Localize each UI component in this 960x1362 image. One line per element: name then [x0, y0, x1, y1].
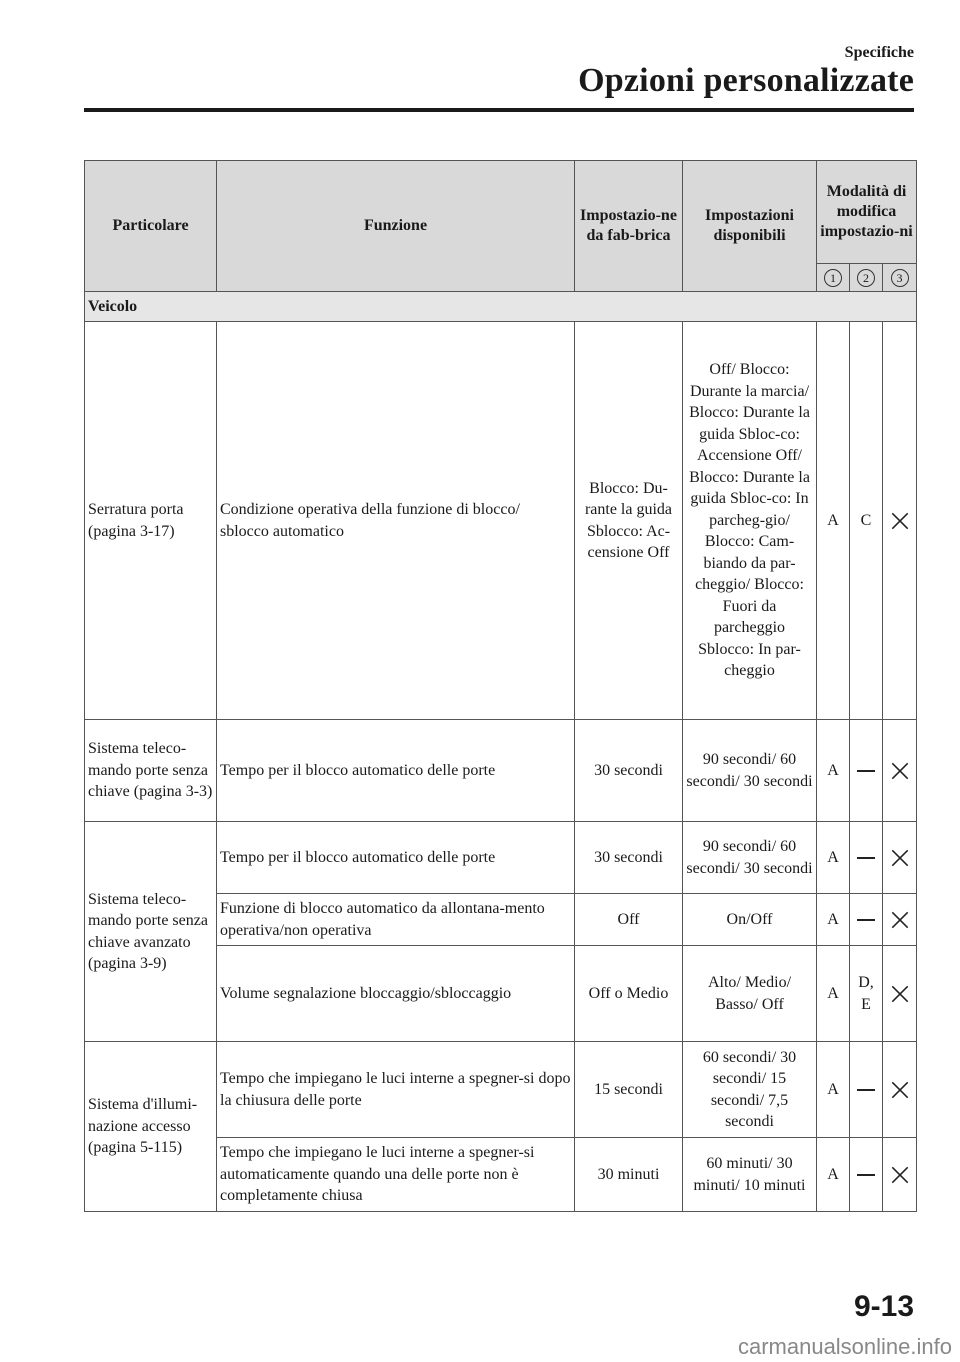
cell-mode-1: A — [817, 322, 850, 720]
dash-icon — [857, 857, 875, 859]
cell-fabbrica: 30 minuti — [575, 1138, 683, 1212]
header-funzione: Funzione — [217, 161, 575, 292]
header-rule — [84, 108, 914, 112]
cross-icon — [889, 1079, 911, 1101]
cell-mode-3 — [883, 1042, 917, 1138]
cell-disponibili: Off/ Blocco: Durante la marcia/ Blocco: Durante la guida Sbloc-co: Accensione Off/ Blocco: Durante la guida Sbloc-co: In parcheg-gio/ Blocco: Cam-biando da par-cheggio/ Blocco: Fuori da parcheggio Sblocco: In par-cheggio — [683, 322, 817, 720]
dash-icon — [857, 770, 875, 772]
cell-disponibili: 90 secondi/ 60 secondi/ 30 secondi — [683, 822, 817, 894]
cell-mode-1: A — [817, 894, 850, 946]
mode-label-3: 3 — [883, 264, 917, 292]
cell-fabbrica: Off — [575, 894, 683, 946]
cell-disponibili: 60 secondi/ 30 secondi/ 15 secondi/ 7,5 secondi — [683, 1042, 817, 1138]
cell-funzione: Condizione operativa della funzione di blocco/ sblocco automatico — [217, 322, 575, 720]
cell-mode-3 — [883, 822, 917, 894]
cell-mode-3 — [883, 946, 917, 1042]
table-row — [85, 822, 917, 894]
cross-icon — [889, 909, 911, 931]
cell-mode-2: C — [850, 322, 883, 720]
mode-label-2: 2 — [850, 264, 883, 292]
cell-mode-2 — [850, 1042, 883, 1138]
table-row — [85, 720, 917, 822]
cell-fabbrica: 30 secondi — [575, 822, 683, 894]
cell-disponibili: 60 minuti/ 30 minuti/ 10 minuti — [683, 1138, 817, 1212]
cell-funzione: Tempo per il blocco automatico delle porte — [217, 720, 575, 822]
dash-icon — [857, 1174, 875, 1176]
cell-funzione: Tempo che impiegano le luci interne a spegner-si automaticamente quando una delle porte non è completamente chiusa — [217, 1138, 575, 1212]
custom-options-table — [84, 160, 917, 1212]
cell-mode-2 — [850, 894, 883, 946]
cell-mode-1: A — [817, 946, 850, 1042]
cell-particolare: Serratura porta (pagina 3-17) — [85, 322, 217, 720]
cell-funzione: Tempo che impiegano le luci interne a spegner-si dopo la chiusura delle porte — [217, 1042, 575, 1138]
mode-label-1: 1 — [817, 264, 850, 292]
cell-mode-2: D, E — [850, 946, 883, 1042]
cell-funzione: Tempo per il blocco automatico delle porte — [217, 822, 575, 894]
header-impostazione-fabbrica: Impostazio-ne da fab-brica — [575, 161, 683, 292]
page-title: Opzioni personalizzate — [578, 62, 914, 99]
cell-mode-2 — [850, 822, 883, 894]
header-particolare: Particolare — [85, 161, 217, 292]
cross-icon — [889, 760, 911, 782]
cell-fabbrica: 15 secondi — [575, 1042, 683, 1138]
cell-disponibili: On/Off — [683, 894, 817, 946]
section-label: Specifiche — [844, 44, 914, 61]
cell-funzione: Funzione di blocco automatico da allontana-mento operativa/non operativa — [217, 894, 575, 946]
cross-icon — [889, 847, 911, 869]
cell-particolare: Sistema teleco-mando porte senza chiave avanzato (pagina 3-9) — [85, 822, 217, 1042]
cell-mode-1: A — [817, 1042, 850, 1138]
cell-mode-1: A — [817, 1138, 850, 1212]
cell-fabbrica: 30 secondi — [575, 720, 683, 822]
cell-funzione: Volume segnalazione bloccaggio/sbloccaggio — [217, 946, 575, 1042]
page-number: 9-13 — [853, 1290, 914, 1323]
dash-icon — [857, 1089, 875, 1091]
cross-icon — [889, 1164, 911, 1186]
section-veicolo: Veicolo — [85, 292, 917, 322]
cell-mode-1: A — [817, 822, 850, 894]
table-row — [85, 322, 917, 720]
cell-mode-1: A — [817, 720, 850, 822]
cell-mode-2 — [850, 1138, 883, 1212]
cell-particolare: Sistema teleco-mando porte senza chiave (pagina 3-3) — [85, 720, 217, 822]
cell-fabbrica: Blocco: Du-rante la guida Sblocco: Ac-censione Off — [575, 322, 683, 720]
cell-mode-3 — [883, 322, 917, 720]
cross-icon — [889, 510, 911, 532]
header-impostazioni-disponibili: Impostazioni disponibili — [683, 161, 817, 292]
cross-icon — [889, 983, 911, 1005]
cell-mode-3 — [883, 720, 917, 822]
cell-disponibili: Alto/ Medio/ Basso/ Off — [683, 946, 817, 1042]
cell-mode-3 — [883, 1138, 917, 1212]
cell-mode-2 — [850, 720, 883, 822]
cell-disponibili: 90 secondi/ 60 secondi/ 30 secondi — [683, 720, 817, 822]
header-modalita: Modalità di modifica impostazio-ni — [817, 161, 917, 264]
cell-mode-3 — [883, 894, 917, 946]
watermark: carmanualsonline.info — [737, 1334, 952, 1359]
table-row — [85, 1042, 917, 1138]
cell-fabbrica: Off o Medio — [575, 946, 683, 1042]
cell-particolare: Sistema d'illumi-nazione accesso (pagina 5-115) — [85, 1042, 217, 1212]
dash-icon — [857, 919, 875, 921]
